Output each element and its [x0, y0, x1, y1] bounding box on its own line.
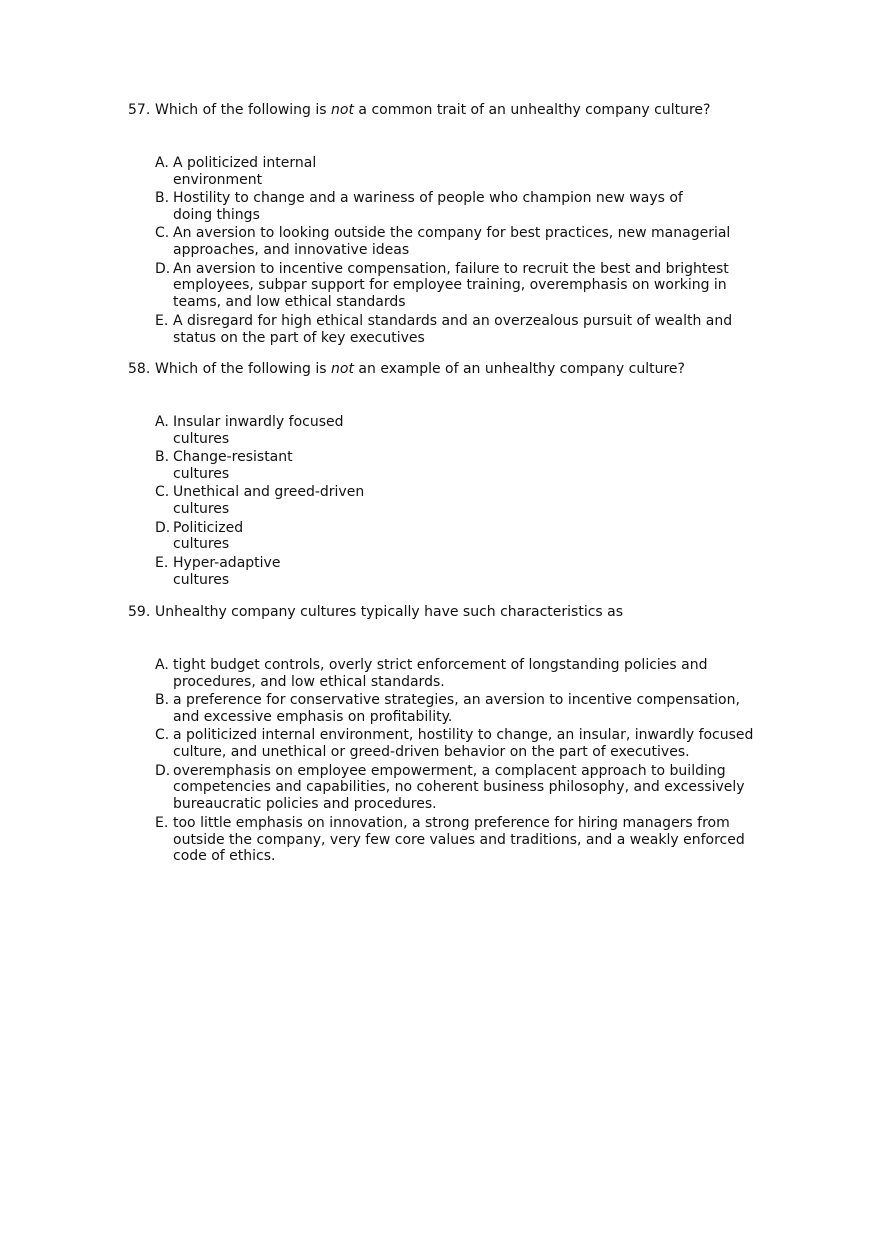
answer-option — [155, 261, 788, 311]
option-label: D. — [155, 519, 171, 536]
option-text: Unethical and greed-driven cultures — [173, 484, 365, 518]
answer-option — [155, 225, 788, 259]
option-label: C. — [155, 225, 170, 242]
answer-option — [155, 520, 788, 554]
option-label: E. — [155, 814, 169, 831]
option-label: B. — [155, 692, 170, 709]
answer-option — [155, 414, 788, 448]
question-stem — [128, 102, 788, 119]
question-text — [155, 604, 623, 621]
answer-option — [155, 727, 788, 761]
option-text: a politicized internal environment, hostility to change, an insular, inwardly focused culture, and unethical or greed-driven behavior on the part of executives. — [173, 727, 754, 761]
stem-text: an example of an unhealthy company culture? — [353, 361, 685, 377]
question-text — [155, 102, 710, 119]
option-text: Hostility to change and a wariness of people who champion new ways of doing things — [173, 190, 683, 223]
question-stem — [128, 361, 788, 378]
answer-options — [155, 657, 788, 865]
answer-option — [155, 313, 788, 347]
answer-option — [155, 657, 788, 691]
question-59 — [128, 604, 788, 867]
option-text: A politicized internal environment — [173, 154, 317, 188]
answer-option — [155, 449, 788, 483]
option-label: A. — [155, 413, 169, 430]
answer-options — [155, 155, 788, 347]
stem-emphasis: not — [331, 361, 354, 377]
answer-option — [155, 190, 788, 224]
option-label: E. — [155, 312, 169, 329]
option-text: An aversion to looking outside the company for best practices, new managerial approaches, and innovative ideas — [173, 225, 731, 259]
stem-text: a common trait of an unhealthy company culture? — [353, 102, 711, 118]
stem-text: Which of the following is — [155, 361, 332, 377]
question-stem — [128, 604, 788, 621]
question-number: 59. — [128, 604, 151, 620]
option-label: B. — [155, 190, 170, 207]
option-text: An aversion to incentive compensation, failure to recruit the best and brightest employees, subpar support for employee training, overemphasis on working in teams, and low ethical standards — [173, 260, 729, 311]
stem-text: Unhealthy company cultures typically have such characteristics as — [155, 604, 624, 620]
stem-emphasis: not — [331, 102, 354, 118]
option-text: a preference for conservative strategies, an aversion to incentive compensation, and excessive emphasis on profitability. — [173, 692, 740, 725]
option-label: B. — [155, 449, 170, 466]
answer-options — [155, 414, 788, 589]
question-number: 58. — [128, 361, 151, 377]
option-label: A. — [155, 656, 169, 673]
question-number: 57. — [128, 102, 151, 118]
answer-option — [155, 555, 788, 589]
answer-option — [155, 763, 788, 813]
answer-option — [155, 155, 788, 189]
option-label: D. — [155, 260, 171, 277]
stem-text: Which of the following is — [155, 102, 332, 118]
question-text — [155, 361, 685, 378]
option-text: Insular inwardly focused cultures — [173, 413, 344, 447]
answer-option — [155, 692, 788, 726]
option-text: too little emphasis on innovation, a strong preference for hiring managers from outside the company, very few core values and traditions, and a weakly enforced code of ethics. — [173, 814, 745, 865]
option-label: A. — [155, 154, 169, 171]
answer-option — [155, 815, 788, 865]
question-57 — [128, 102, 788, 348]
option-text: A disregard for high ethical standards and an overzealous pursuit of wealth and status on the part of key executives — [173, 312, 733, 346]
option-text: Hyper-adaptive cultures — [173, 554, 281, 588]
option-text: Politicized cultures — [173, 519, 244, 553]
option-label: C. — [155, 484, 170, 501]
option-label: D. — [155, 762, 171, 779]
option-label: C. — [155, 727, 170, 744]
option-text: Change-resistant cultures — [173, 449, 293, 482]
option-text: overemphasis on employee empowerment, a complacent approach to building competencies and capabilities, no coherent business philosophy, and excessively bureaucratic policies and procedures. — [173, 762, 745, 813]
option-text: tight budget controls, overly strict enforcement of longstanding policies and procedures, and low ethical standards. — [173, 656, 708, 690]
option-label: E. — [155, 554, 169, 571]
answer-option — [155, 484, 788, 518]
question-58 — [128, 361, 788, 590]
